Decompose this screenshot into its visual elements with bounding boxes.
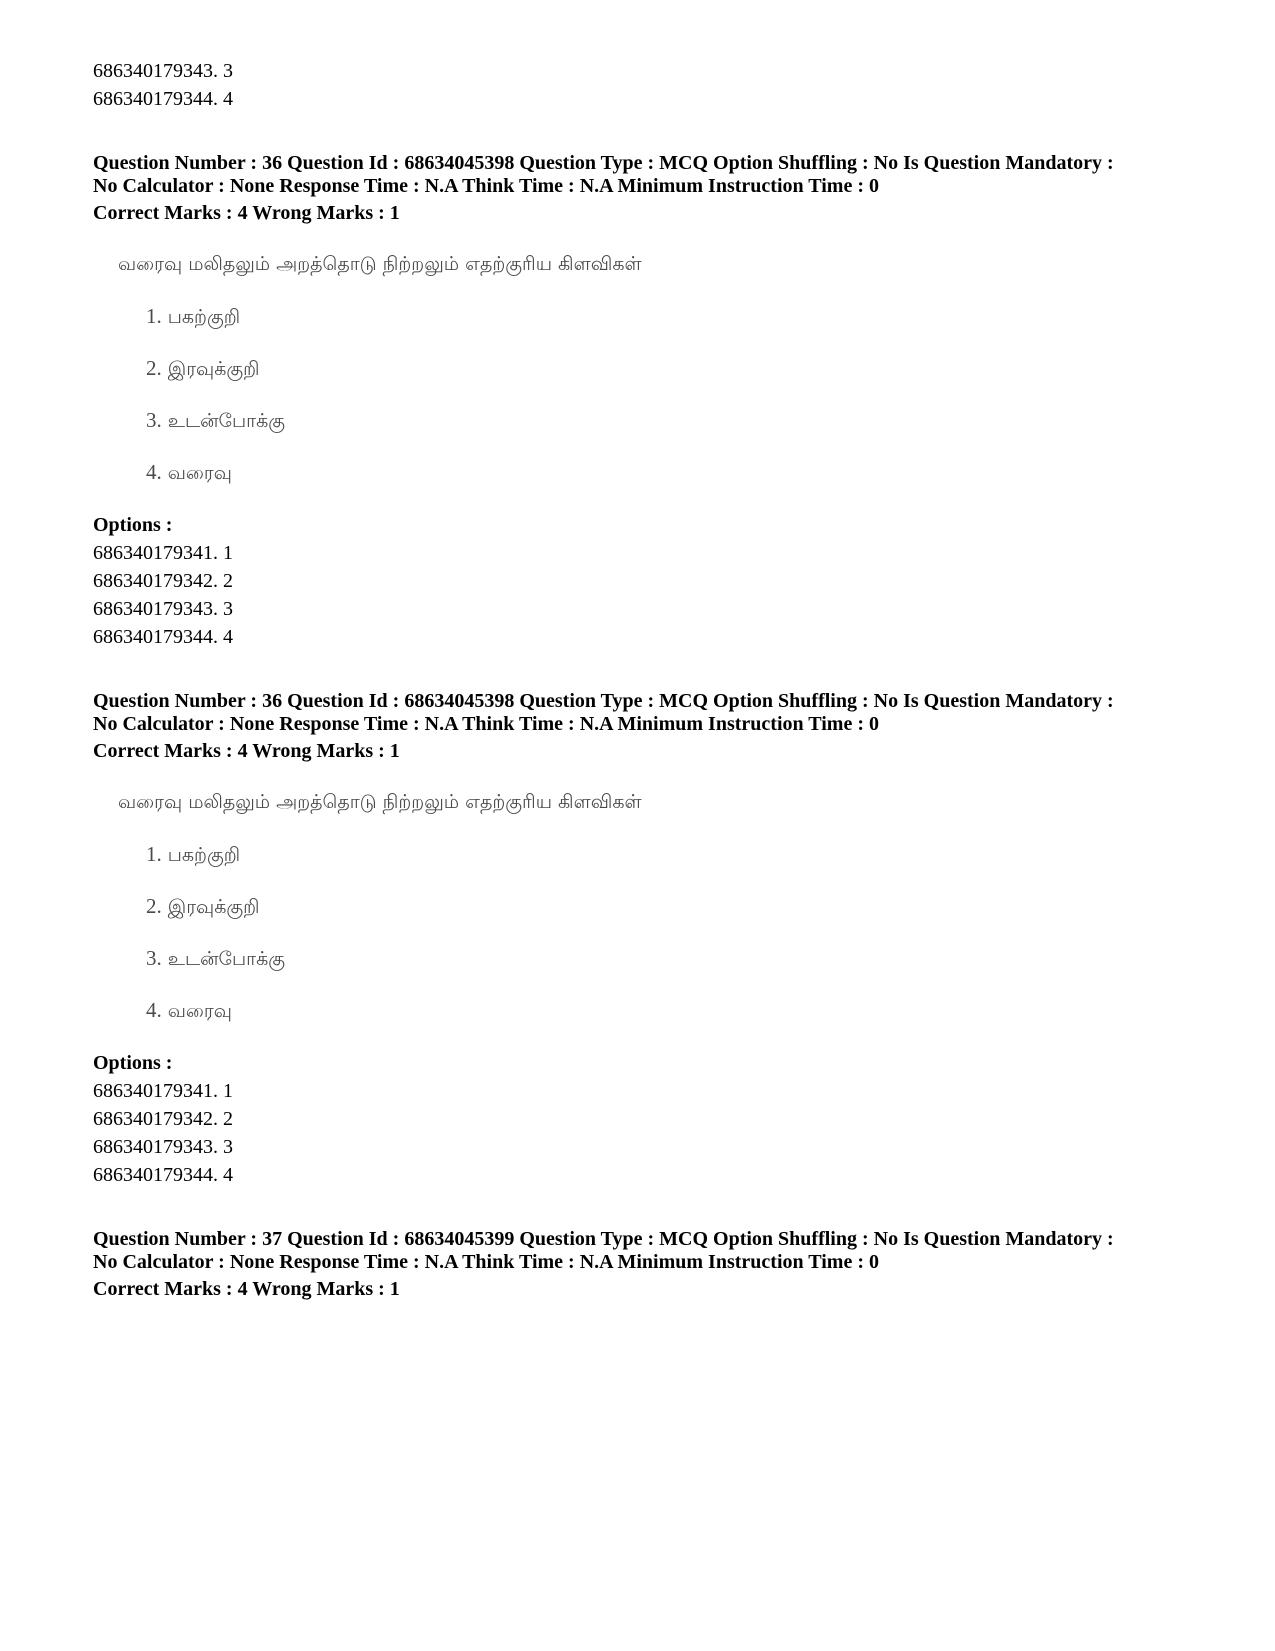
question-choice: [146, 459, 232, 486]
question-choice: [146, 841, 240, 868]
option-line: 686340179343. 3: [93, 60, 233, 82]
option-line: 686340179342. 2: [93, 1108, 233, 1130]
question-choice: [146, 997, 232, 1024]
question-text: வரைவு மலிதலும் அறத்தொடு நிற்றலும் எதற்குரிய கிளவிகள்: [118, 791, 642, 813]
question-text: வரைவு மலிதலும் அறத்தொடு நிற்றலும் எதற்குரிய கிளவிகள்: [118, 253, 642, 275]
choice-number: 4.: [146, 460, 162, 484]
marks-line: Correct Marks : 4 Wrong Marks : 1: [93, 202, 400, 224]
option-line: 686340179343. 3: [93, 598, 233, 620]
question-choice: [146, 303, 240, 330]
choice-text: இரவுக்குறி: [167, 896, 260, 918]
option-line: 686340179341. 1: [93, 542, 233, 564]
options-label: Options :: [93, 514, 173, 536]
choice-text: உடன்போக்கு: [167, 948, 286, 970]
choice-text: இரவுக்குறி: [167, 358, 260, 380]
choice-text: வரைவு: [167, 1000, 232, 1022]
question-header: Question Number : 36 Question Id : 68634045398 Question Type : MCQ Option Shuffling : No Is Question Mandatory :: [93, 690, 1114, 712]
choice-number: 2.: [146, 356, 162, 380]
question-choice: [146, 893, 260, 920]
choice-number: 4.: [146, 998, 162, 1022]
choice-text: பகற்குறி: [167, 844, 241, 866]
option-line: 686340179344. 4: [93, 88, 233, 110]
question-header: No Calculator : None Response Time : N.A Think Time : N.A Minimum Instruction Time : 0: [93, 1251, 879, 1273]
option-line: 686340179344. 4: [93, 626, 233, 648]
option-line: 686340179344. 4: [93, 1164, 233, 1186]
question-header: No Calculator : None Response Time : N.A Think Time : N.A Minimum Instruction Time : 0: [93, 713, 879, 735]
question-header: Question Number : 36 Question Id : 68634045398 Question Type : MCQ Option Shuffling : No Is Question Mandatory :: [93, 152, 1114, 174]
option-line: 686340179341. 1: [93, 1080, 233, 1102]
options-label: Options :: [93, 1052, 173, 1074]
choice-number: 3.: [146, 946, 162, 970]
option-line: 686340179343. 3: [93, 1136, 233, 1158]
choice-text: பகற்குறி: [167, 306, 241, 328]
question-header: Question Number : 37 Question Id : 68634045399 Question Type : MCQ Option Shuffling : No Is Question Mandatory :: [93, 1228, 1114, 1250]
choice-number: 2.: [146, 894, 162, 918]
choice-number: 3.: [146, 408, 162, 432]
question-choice: [146, 945, 285, 972]
choice-text: வரைவு: [167, 462, 232, 484]
question-choice: [146, 355, 260, 382]
question-header: No Calculator : None Response Time : N.A Think Time : N.A Minimum Instruction Time : 0: [93, 175, 879, 197]
choice-number: 1.: [146, 842, 162, 866]
choice-number: 1.: [146, 304, 162, 328]
question-choice: [146, 407, 285, 434]
choice-text: உடன்போக்கு: [167, 410, 286, 432]
marks-line: Correct Marks : 4 Wrong Marks : 1: [93, 1278, 400, 1300]
option-line: 686340179342. 2: [93, 570, 233, 592]
marks-line: Correct Marks : 4 Wrong Marks : 1: [93, 740, 400, 762]
